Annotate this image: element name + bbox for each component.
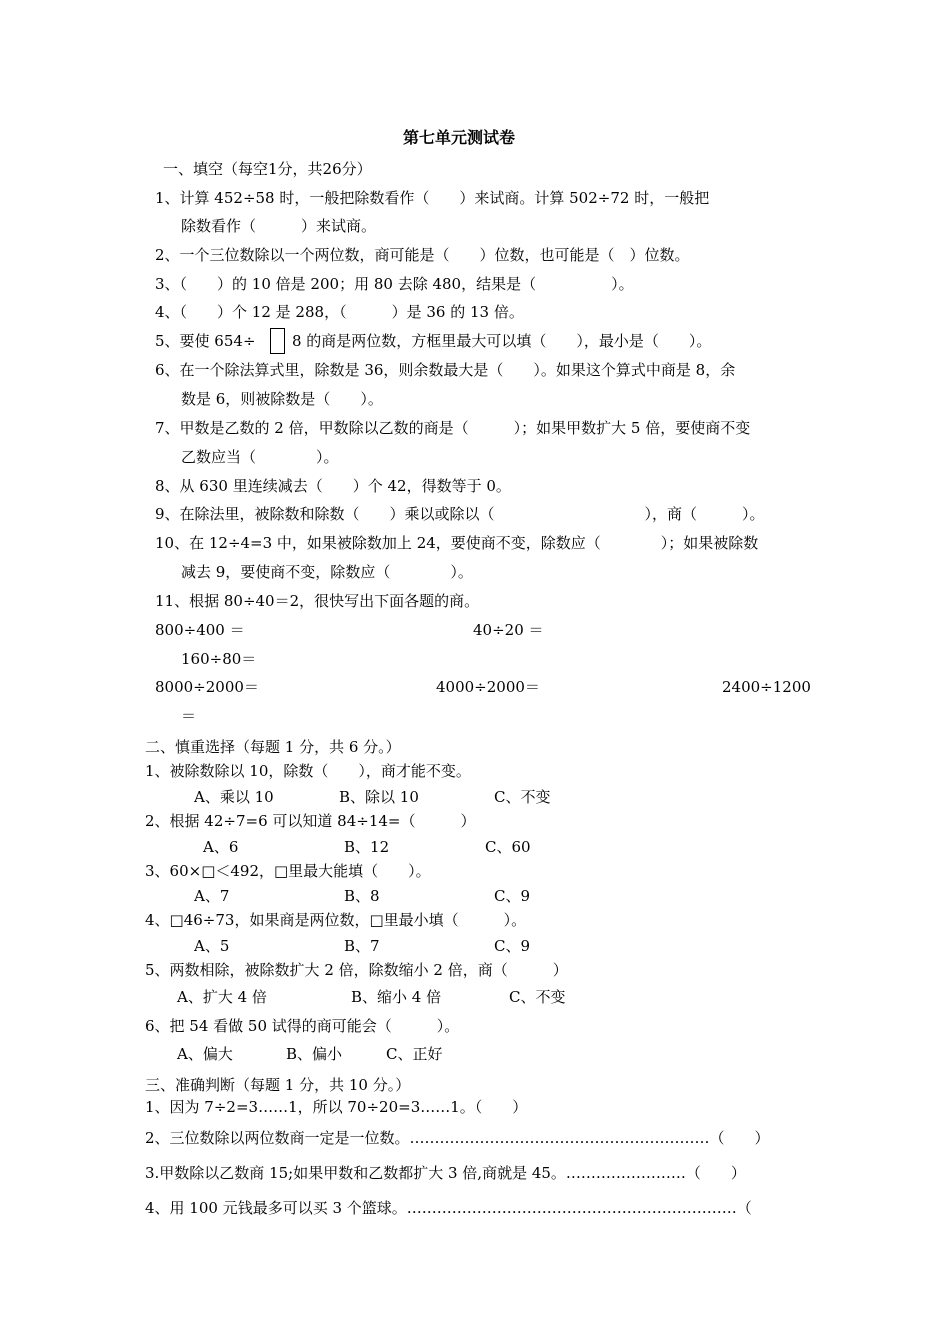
option-a: A、乘以 10 [194,788,274,806]
option-a: A、偏大 [177,1045,233,1063]
option-a: A、5 [194,937,230,955]
question-2-5: 5、两数相除，被除数扩大 2 倍，除数缩小 2 倍，商（ ） [145,961,568,979]
option-c: C、60 [485,838,531,856]
question-1-9: 9、在除法里，被除数和除数（ ）乘以或除以（ ），商（ ）。 [155,505,765,523]
question-3-4: 4、用 100 元钱最多可以买 3 个篮球。…………………………………………………………（ [145,1199,752,1217]
question-1-10-line-b: 减去 9，要使商不变，除数应（ ）。 [181,563,473,581]
question-1-6-line-b: 数是 6，则被除数是（ ）。 [181,390,383,408]
section-1-heading: 一、填空（每空1分，共26分） [163,160,372,178]
question-3-1: 1、因为 7÷2=3……1，所以 70÷20=3……1。（ ） [145,1098,528,1116]
question-1-7-line-a: 7、甲数是乙数的 2 倍，甲数除以乙数的商是（ ）；如果甲数扩大 5 倍，要使商不变 [155,419,751,437]
option-c: C、不变 [494,788,551,806]
option-c: C、正好 [386,1045,443,1063]
option-b: B、12 [344,838,390,856]
question-1-5-end: 8 的商是两位数，方框里最大可以填（ ），最小是（ ）。 [292,332,712,350]
calc-item: 2400÷1200 [722,678,811,696]
question-2-1: 1、被除数除以 10，除数（ ），商才能不变。 [145,762,471,780]
question-1-3: 3、（ ）的 10 倍是 200；用 80 去除 480，结果是（ ）。 [155,275,634,293]
question-1-10-line-a: 10、在 12÷4=3 中，如果被除数加上 24，要使商不变，除数应（ ）；如果被除数 [155,534,759,552]
calc-item: 4000÷2000＝ [436,678,540,696]
question-1-1-line-a: 1、计算 452÷58 时，一般把除数看作（ ）来试商。计算 502÷72 时，一般把 [155,189,710,207]
question-3-2: 2、三位数除以两位数商一定是一位数。……………………………………………………（ ） [145,1129,770,1147]
question-2-6: 6、把 54 看做 50 试得的商可能会（ ）。 [145,1017,460,1035]
answer-box [270,328,285,354]
question-3-3: 3.甲数除以乙数商 15;如果甲数和乙数都扩大 3 倍,商就是 45。……………………（ ） [145,1164,746,1182]
calc-item: 40÷20 ＝ [473,621,544,639]
option-b: B、缩小 4 倍 [351,988,442,1006]
question-1-11: 11、根据 80÷40＝2，很快写出下面各题的商。 [155,592,480,610]
section-3-heading: 三、准确判断（每题 1 分，共 10 分。） [145,1076,411,1094]
section-2-heading: 二、慎重选择（每题 1 分，共 6 分。） [145,738,401,756]
option-c: C、9 [494,887,531,905]
question-1-5-start: 5、要使 654÷ [155,332,256,350]
option-b: B、8 [344,887,380,905]
page-title: 第七单元测试卷 [403,128,516,147]
option-c: C、不变 [509,988,566,1006]
question-1-1-line-b: 除数看作（ ）来试商。 [181,217,377,235]
option-a: A、7 [194,887,230,905]
option-a: A、扩大 4 倍 [177,988,267,1006]
question-2-2: 2、根据 42÷7=6 可以知道 84÷14=（ ） [145,812,476,830]
option-b: B、除以 10 [339,788,419,806]
question-1-8: 8、从 630 里连续减去（ ）个 42，得数等于 0。 [155,477,511,495]
question-1-4: 4、（ ）个 12 是 288，（ ）是 36 的 13 倍。 [155,303,524,321]
calc-item: 800÷400 ＝ [155,621,245,639]
question-1-7-line-b: 乙数应当（ ）。 [181,448,339,466]
calc-item: 160÷80＝ [181,650,257,668]
question-2-4: 4、□46÷73，如果商是两位数，□里最小填（ ）。 [145,911,527,929]
option-c: C、9 [494,937,531,955]
question-2-3: 3、60×□＜492，□里最大能填（ ）。 [145,862,431,880]
question-1-2: 2、一个三位数除以一个两位数，商可能是（ ）位数，也可能是（ ）位数。 [155,246,690,264]
calc-item: 8000÷2000＝ [155,678,259,696]
calc-item: ＝ [181,707,197,725]
option-b: B、7 [344,937,380,955]
option-a: A、6 [203,838,239,856]
question-1-6-line-a: 6、在一个除法算式里，除数是 36，则余数最大是（ ）。如果这个算式中商是 8，余 [155,361,736,379]
option-b: B、偏小 [286,1045,343,1063]
